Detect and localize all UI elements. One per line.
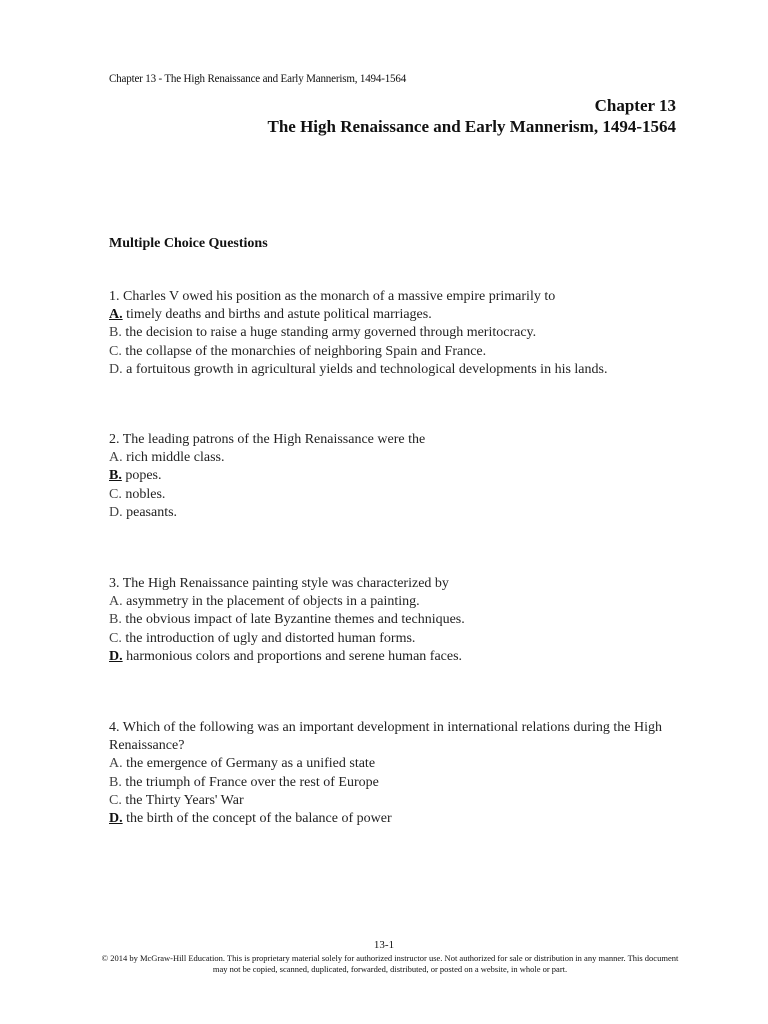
copyright-notice: © 2014 by McGraw-Hill Education. This is proprietary material solely for authorized instructor use. Not authorized for sale or distribution in any manner. This document may not be copied, scanned, duplicated, forwarded, distributed, or posted on a website, in whole or part. [101, 953, 679, 974]
correct-answer-letter: D. [109, 811, 123, 827]
option-letter: B. [109, 774, 122, 790]
option-c [109, 630, 465, 648]
option-b [109, 774, 679, 792]
option-letter: C. [109, 343, 122, 359]
option-text: the collapse of the monarchies of neighboring Spain and France. [125, 343, 487, 359]
option-c [109, 792, 679, 810]
question-1 [109, 288, 607, 379]
option-text: the emergence of Germany as a unified state [126, 756, 376, 772]
option-text: the introduction of ugly and distorted human forms. [125, 630, 416, 646]
option-letter: B. [109, 325, 122, 341]
option-text: popes. [125, 468, 162, 484]
section-title: Multiple Choice Questions [109, 236, 268, 251]
option-text: a fortuitous growth in agricultural yields and technological developments in his lands. [126, 361, 608, 377]
question-stem: 4. Which of the following was an important development in international relations during the High Renaissance? [109, 720, 663, 754]
correct-answer-letter: A. [109, 307, 123, 323]
question-stem: 1. Charles V owed his position as the monarch of a massive empire primarily to [109, 289, 556, 304]
option-text: timely deaths and births and astute political marriages. [126, 307, 432, 323]
option-d [109, 504, 425, 522]
option-d [109, 648, 465, 666]
option-letter: A. [109, 756, 123, 772]
question-stem: 3. The High Renaissance painting style was characterized by [109, 576, 449, 591]
option-d [109, 361, 607, 379]
option-b [109, 324, 607, 342]
option-a [109, 306, 607, 324]
question-3 [109, 575, 465, 666]
option-c [109, 486, 425, 504]
question-2 [109, 431, 425, 522]
option-c [109, 343, 607, 361]
option-letter: A. [109, 594, 123, 610]
correct-answer-letter: D. [109, 648, 123, 664]
question-stem: 2. The leading patrons of the High Renaissance were the [109, 432, 426, 447]
option-text: the obvious impact of late Byzantine themes and techniques. [125, 612, 465, 628]
option-a [109, 755, 679, 773]
chapter-label: Chapter 13 [594, 96, 676, 115]
option-b [109, 467, 425, 485]
option-text: the Thirty Years' War [125, 792, 244, 808]
option-letter: B. [109, 612, 122, 628]
chapter-title: The High Renaissance and Early Mannerism, 1494-1564 [267, 117, 676, 136]
option-text: harmonious colors and proportions and serene human faces. [126, 648, 463, 664]
option-a [109, 593, 465, 611]
option-text: asymmetry in the placement of objects in a painting. [126, 594, 420, 610]
option-text: rich middle class. [126, 450, 225, 466]
option-letter: A. [109, 450, 123, 466]
option-text: peasants. [126, 504, 178, 520]
option-letter: C. [109, 792, 122, 808]
option-text: the triumph of France over the rest of Europe [125, 774, 379, 790]
option-letter: D. [109, 504, 123, 520]
correct-answer-letter: B. [109, 468, 122, 484]
option-letter: C. [109, 486, 122, 502]
option-text: the birth of the concept of the balance of power [126, 811, 392, 827]
option-text: nobles. [125, 486, 166, 502]
running-header: Chapter 13 - The High Renaissance and Early Mannerism, 1494-1564 [109, 71, 407, 85]
option-letter: C. [109, 630, 122, 646]
chapter-heading [268, 95, 677, 137]
option-text: the decision to raise a huge standing army governed through meritocracy. [125, 325, 537, 341]
option-a [109, 449, 425, 467]
option-letter: D. [109, 361, 123, 377]
question-4 [109, 719, 679, 828]
option-b [109, 611, 465, 629]
page-number: 13-1 [373, 939, 395, 951]
option-d [109, 810, 679, 828]
